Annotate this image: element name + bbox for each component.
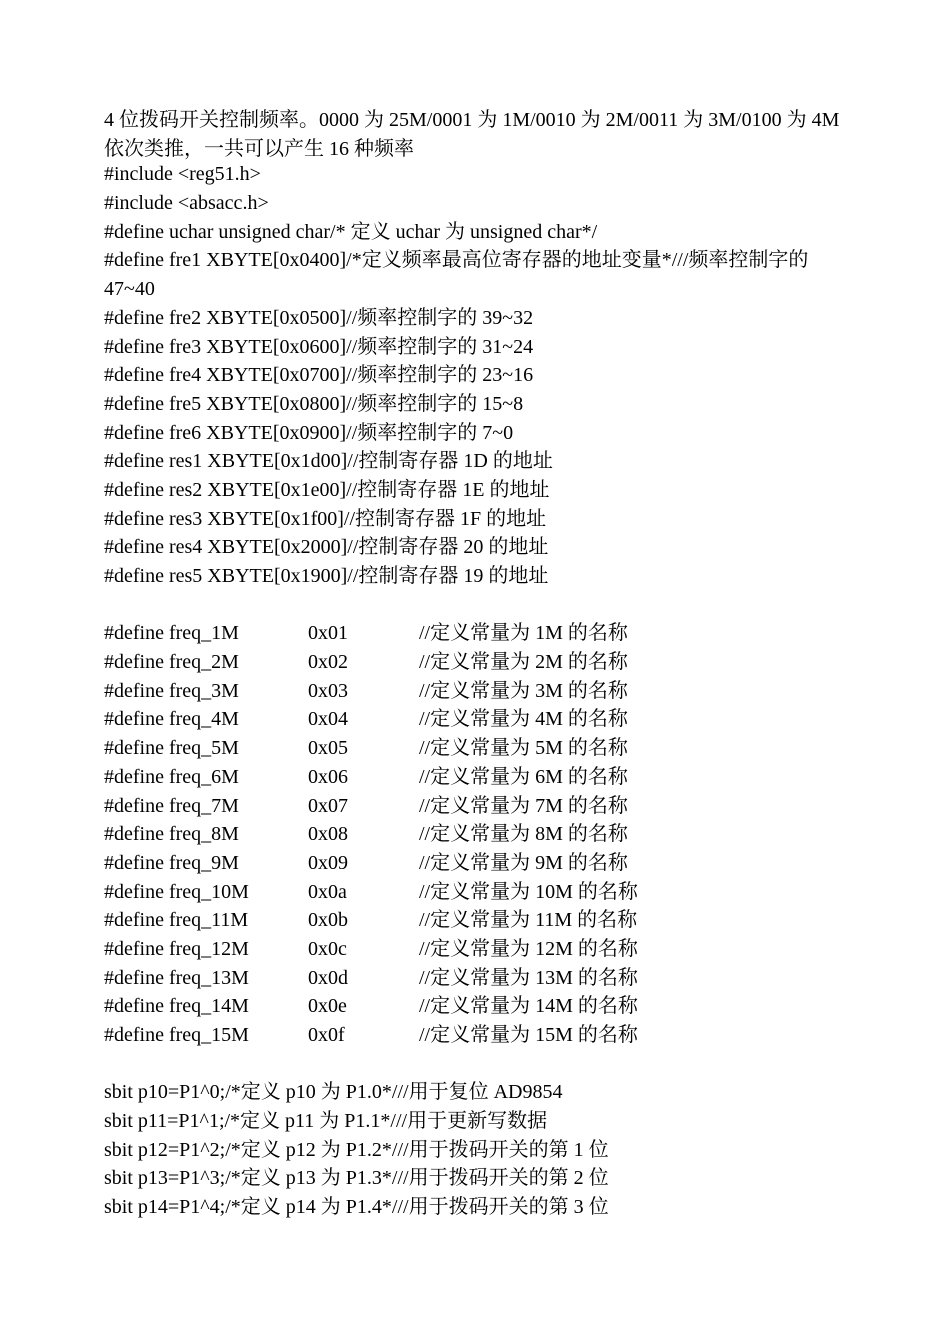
freq-define-value: 0x06 bbox=[308, 765, 348, 788]
freq-define-comment: //定义常量为 9M 的名称 bbox=[419, 851, 628, 874]
freq-define-value: 0x05 bbox=[308, 737, 348, 760]
code-line-define-res3: #define res3 XBYTE[0x1f00]//控制寄存器 1F 的地址 bbox=[104, 507, 547, 530]
freq-define-comment: //定义常量为 4M 的名称 bbox=[419, 708, 628, 731]
freq-define-table bbox=[104, 619, 864, 1049]
freq-define-comment: //定义常量为 15M 的名称 bbox=[419, 1024, 638, 1047]
freq-define-name: #define freq_12M bbox=[104, 937, 249, 960]
code-line-define-uchar: #define uchar unsigned char/* 定义 uchar 为 unsigned char*/ bbox=[104, 220, 598, 243]
code-line-include-absacc: #include <absacc.h> bbox=[104, 192, 269, 215]
freq-define-comment: //定义常量为 1M 的名称 bbox=[419, 622, 628, 645]
freq-define-value: 0x08 bbox=[308, 823, 348, 846]
code-line-define-res5: #define res5 XBYTE[0x1900]//控制寄存器 19 的地址 bbox=[104, 565, 549, 588]
freq-define-row bbox=[104, 792, 864, 821]
intro-paragraph: 4 位拨码开关控制频率。0000 为 25M/0001 为 1M/0010 为 2M/0011 为 3M/0100 为 4M 依次类推，一共可以产生 16 种频率 bbox=[104, 109, 840, 160]
code-line-define-res4: #define res4 XBYTE[0x2000]//控制寄存器 20 的地址 bbox=[104, 536, 549, 559]
code-line-define-res2: #define res2 XBYTE[0x1e00]//控制寄存器 1E 的地址 bbox=[104, 478, 550, 501]
freq-define-comment: //定义常量为 10M 的名称 bbox=[419, 880, 638, 903]
freq-define-name: #define freq_2M bbox=[104, 651, 239, 674]
freq-define-comment: //定义常量为 5M 的名称 bbox=[419, 737, 628, 760]
freq-define-name: #define freq_14M bbox=[104, 995, 249, 1018]
freq-define-name: #define freq_4M bbox=[104, 708, 239, 731]
code-line-sbit-p11: sbit p11=P1^1;/*定义 p11 为 P1.1*///用于更新写数据 bbox=[104, 1110, 548, 1133]
freq-define-value: 0x02 bbox=[308, 651, 348, 674]
freq-define-name: #define freq_7M bbox=[104, 794, 239, 817]
document-page bbox=[104, 103, 864, 1222]
freq-define-name: #define freq_8M bbox=[104, 823, 239, 846]
freq-define-value: 0x0d bbox=[308, 966, 348, 989]
code-line-sbit-p14: sbit p14=P1^4;/*定义 p14 为 P1.4*///用于拨码开关的第 3 位 bbox=[104, 1196, 609, 1219]
freq-define-row bbox=[104, 734, 864, 763]
code-line-define-fre2: #define fre2 XBYTE[0x0500]//频率控制字的 39~32 bbox=[104, 306, 534, 329]
freq-define-name: #define freq_11M bbox=[104, 909, 249, 932]
freq-define-name: #define freq_1M bbox=[104, 622, 239, 645]
freq-define-name: #define freq_9M bbox=[104, 851, 239, 874]
freq-define-name: #define freq_13M bbox=[104, 966, 249, 989]
freq-define-name: #define freq_10M bbox=[104, 880, 249, 903]
freq-define-row bbox=[104, 878, 864, 907]
freq-define-comment: //定义常量为 14M 的名称 bbox=[419, 995, 638, 1018]
freq-define-comment: //定义常量为 11M 的名称 bbox=[419, 909, 638, 932]
freq-define-comment: //定义常量为 3M 的名称 bbox=[419, 679, 628, 702]
freq-define-name: #define freq_5M bbox=[104, 737, 239, 760]
code-line-define-res1: #define res1 XBYTE[0x1d00]//控制寄存器 1D 的地址 bbox=[104, 450, 553, 473]
freq-define-row bbox=[104, 820, 864, 849]
freq-define-value: 0x0c bbox=[308, 937, 347, 960]
freq-define-comment: //定义常量为 7M 的名称 bbox=[419, 794, 628, 817]
code-line-define-fre3: #define fre3 XBYTE[0x0600]//频率控制字的 31~24 bbox=[104, 335, 534, 358]
freq-define-row bbox=[104, 677, 864, 706]
freq-define-row bbox=[104, 906, 864, 935]
freq-define-row bbox=[104, 619, 864, 648]
freq-define-comment: //定义常量为 8M 的名称 bbox=[419, 823, 628, 846]
freq-define-row bbox=[104, 849, 864, 878]
freq-define-value: 0x04 bbox=[308, 708, 348, 731]
freq-define-value: 0x09 bbox=[308, 851, 348, 874]
code-line-define-fre6: #define fre6 XBYTE[0x0900]//频率控制字的 7~0 bbox=[104, 421, 514, 444]
freq-define-name: #define freq_15M bbox=[104, 1024, 249, 1047]
code-line-define-fre4: #define fre4 XBYTE[0x0700]//频率控制字的 23~16 bbox=[104, 364, 534, 387]
freq-define-comment: //定义常量为 6M 的名称 bbox=[419, 765, 628, 788]
freq-define-value: 0x07 bbox=[308, 794, 348, 817]
freq-define-comment: //定义常量为 12M 的名称 bbox=[419, 937, 638, 960]
blank-line bbox=[104, 591, 864, 620]
freq-define-row bbox=[104, 648, 864, 677]
freq-define-value: 0x01 bbox=[308, 622, 348, 645]
freq-define-row bbox=[104, 1021, 864, 1050]
freq-define-row bbox=[104, 935, 864, 964]
freq-define-row bbox=[104, 763, 864, 792]
freq-define-row bbox=[104, 992, 864, 1021]
code-line-include-reg51: #include <reg51.h> bbox=[104, 163, 261, 186]
freq-define-value: 0x0e bbox=[308, 995, 347, 1018]
freq-define-value: 0x0f bbox=[308, 1024, 345, 1047]
freq-define-value: 0x0a bbox=[308, 880, 347, 903]
freq-define-comment: //定义常量为 2M 的名称 bbox=[419, 651, 628, 674]
freq-define-row bbox=[104, 964, 864, 993]
code-line-define-fre5: #define fre5 XBYTE[0x0800]//频率控制字的 15~8 bbox=[104, 392, 524, 415]
freq-define-value: 0x0b bbox=[308, 909, 348, 932]
blank-line bbox=[104, 1050, 864, 1079]
freq-define-name: #define freq_3M bbox=[104, 679, 239, 702]
freq-define-name: #define freq_6M bbox=[104, 765, 239, 788]
freq-define-row bbox=[104, 705, 864, 734]
code-line-sbit-p10: sbit p10=P1^0;/*定义 p10 为 P1.0*///用于复位 AD9854 bbox=[104, 1081, 563, 1104]
freq-define-value: 0x03 bbox=[308, 679, 348, 702]
code-line-sbit-p13: sbit p13=P1^3;/*定义 p13 为 P1.3*///用于拨码开关的第 2 位 bbox=[104, 1167, 609, 1190]
code-line-define-fre1: #define fre1 XBYTE[0x0400]/*定义频率最高位寄存器的地址变量*///频率控制字的 47~40 bbox=[104, 249, 809, 301]
freq-define-comment: //定义常量为 13M 的名称 bbox=[419, 966, 638, 989]
code-line-sbit-p12: sbit p12=P1^2;/*定义 p12 为 P1.2*///用于拨码开关的第 1 位 bbox=[104, 1138, 609, 1161]
